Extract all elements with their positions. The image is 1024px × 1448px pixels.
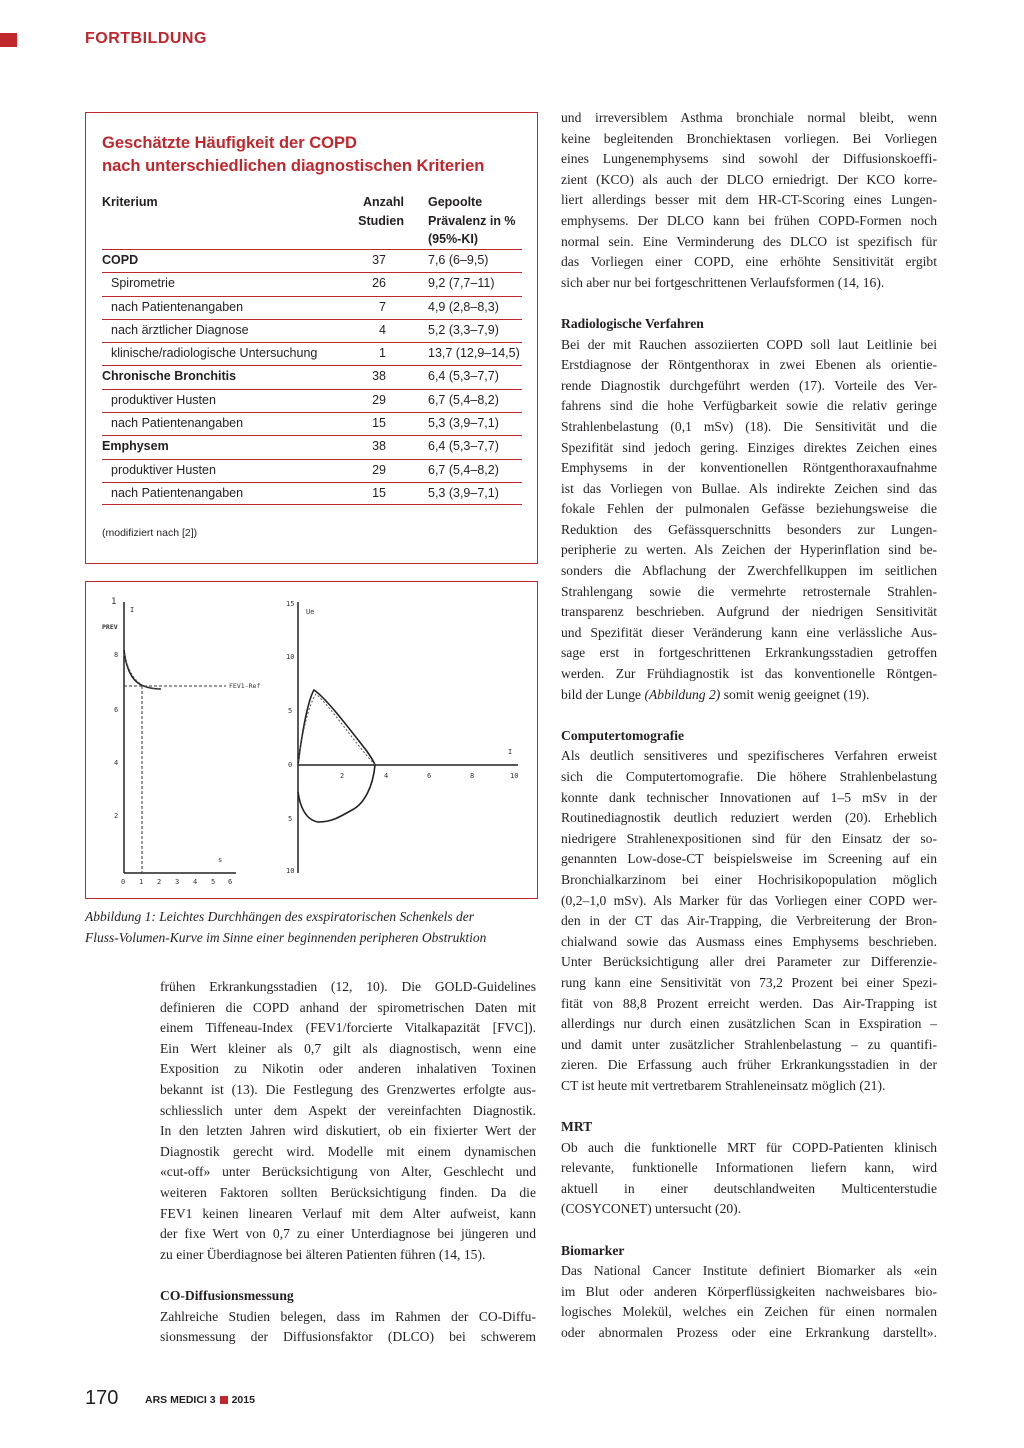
col-header-praevalenz: Gepoolte Prävalenz in % (95%-KI) (428, 195, 516, 246)
paragraph: und irreversiblem Asthma bronchiale normal bleibt, wenn keine begleitenden Bronchiektasen vorliegen. Bei Vorliegen eines Lungenemphysems sind sowohl der Diffusionskoeffi- zient (KCO) als auch der DLCO erniedrigt. Der KCO korre- liert allerdings besser mit dem HR-CT-Scoring eines Lungen- emphysems. Der DLCO kann bei frühen COPD-Formen noch normal sein. Eine Verminderung des DLCO ist spezifisch für das Vorliegen einer COPD, eine erhöhte Sensitivität ergibt sich aber nur bei fortgeschrittenen Verlaufsformen (14, 16). (561, 110, 937, 290)
heading-mrt: MRT (561, 1119, 593, 1135)
heading-radiologie: Radiologische Verfahren (561, 315, 704, 331)
svg-text:8: 8 (114, 651, 119, 659)
svg-text:4: 4 (384, 772, 389, 780)
svg-text:3: 3 (175, 878, 180, 886)
heading-computertomografie: Computertomografie (561, 727, 685, 743)
svg-text:s: s (218, 856, 223, 864)
heading-co-diffusion: CO-Diffusionsmessung (160, 1287, 294, 1303)
svg-text:2: 2 (340, 772, 345, 780)
footer-magazine: ARS MEDICI 3 2015 (145, 1394, 255, 1406)
table-row: nach Patientenangaben 15 5,3 (3,9–7,1) (102, 482, 522, 505)
svg-text:5: 5 (211, 878, 216, 886)
table-row: Emphysem 38 6,4 (5,3–7,7) (102, 435, 522, 458)
table-row: produktiver Husten 29 6,7 (5,4–8,2) (102, 459, 522, 482)
svg-text:4: 4 (193, 878, 198, 886)
svg-text:0: 0 (121, 878, 126, 886)
table-row: klinische/radiologische Untersuchung 1 13,7 (12,9–14,5) (102, 342, 522, 365)
svg-text:2: 2 (157, 878, 162, 886)
section-header: FORTBILDUNG (85, 30, 207, 47)
svg-text:6: 6 (228, 878, 233, 886)
paragraph: Bei der mit Rauchen assoziierten COPD soll laut Leitlinie bei Erstdiagnose der Röntgenthorax in zwei Ebenen als orientie- rende Diagnostik durchgeführt werden (17). Vorteile des Ver- fahrens sind die hohe Verfügbarkeit sowie die relativ geringe Strahlenbelastung (0,1 mSv) (18). Die Sensitivität und die Spezifität sind jedoch gering. Einziges direktes Zeichen eines Emphysems in der konventionellen Röntgenthoraxaufnahme ist das Vorliegen von Bullae. Als indirekte Zeichen sind das fokale Fehlen der pulmonalen Gefässe beziehungsweise die Reduktion des Gefässquerschnitts besonders zur Lungen- peripherie zu werten. Als Zeichen der Hyperinflation sind be- sonders die Abflachung der Zwerchfellkuppen im seitlichen Strahlengang sowie die vermehrte retrosternale Strahlen- transparenz beschrieben. Aufgrund der niedrigen Sensitivität und Spezifität dieser Veränderung kann eine verlässliche Aus- sage erst in fortgeschrittenen Erkrankungsstadien getroffen werden. Zur Frühdiagnostik ist das konventionelle Röntgen- bild der Lunge (Abbildung 2) somit wenig geeignet (19). (561, 336, 937, 702)
paragraph: Das National Cancer Institute definiert Biomarker als «ein im Blut oder anderen Körperflüssigkeiten nachweisbares bio- logisches Molekül, welches ein Zeichen für einen normalen oder abnormalen Prozess oder eine Erkrankung darstellt». (561, 1263, 937, 1341)
left-y-label: PREV (102, 623, 118, 631)
flow-volume-figure (85, 581, 538, 899)
table-row: nach Patientenangaben 7 4,9 (2,8–8,3) (102, 296, 522, 319)
paragraph: Zahlreiche Studien belegen, dass im Rahmen der CO-Diffu- sionsmessung der Diffusionsfaktor (DLCO) bei schwerem (160, 1308, 536, 1345)
svg-text:1: 1 (139, 878, 144, 886)
left-ref-label: FEV1-Ref (229, 682, 261, 690)
paragraph: frühen Erkrankungsstadien (12, 10). Die GOLD-Guidelines definieren die COPD anhand der spirometrischen Daten mit einem Tiffeneau-Index (FEV1/forcierte Vitalkapazität [FVC]). Ein Wert kleiner als 0,7 gilt als diagnostisch, wenn eine Exposition zu Nikotin oder anderen inhalativen Toxinen bekannt ist (13). Die Festlegung des Grenzwertes erfolgte aus- schliesslich unter dem Aspekt der vereinfachten Diagnostik. In den letzten Jahren wird diskutiert, ob ein fixierter Wert der Diagnostik gerecht wird. Modelle mit einem dynamischen «cut-off» unter Berücksichtigung von Alter, Geschlecht und weiteren Faktoren sollten Berücksichtigung finden. Da die FEV1 keinen linearen Verlauf mit dem Alter aufweist, kann der fixe Wert von 0,7 zu einer Unterdiagnose bei jüngeren und zu einer Überdiagnose bei älteren Patienten führen (14, 15). (160, 979, 536, 1262)
col-header-kriterium: Kriterium (102, 195, 158, 209)
right-text-column (561, 108, 937, 1344)
left-top-mark: 1 (111, 597, 117, 607)
table-row: Spirometrie 26 9,2 (7,7–11) (102, 272, 522, 295)
svg-text:5: 5 (288, 815, 293, 823)
svg-text:5: 5 (288, 707, 293, 715)
footer-square-icon (220, 1396, 228, 1404)
table-title: Geschätzte Häufigkeit der COPD nach unterschiedlichen diagnostischen Kriterien (102, 134, 485, 175)
right-top-label: Ue (306, 608, 315, 616)
svg-text:0: 0 (288, 761, 293, 769)
svg-text:8: 8 (470, 772, 475, 780)
svg-text:10: 10 (286, 653, 295, 661)
heading-biomarker: Biomarker (561, 1242, 625, 1258)
svg-text:2: 2 (114, 812, 119, 820)
svg-text:4: 4 (114, 759, 119, 767)
table-note: (modifiziert nach [2]) (102, 527, 198, 539)
svg-text:10: 10 (286, 867, 295, 875)
table-row: nach Patientenangaben 15 5,3 (3,9–7,1) (102, 412, 522, 435)
svg-text:6: 6 (427, 772, 432, 780)
svg-text:I: I (130, 606, 135, 614)
paragraph: Ob auch die funktionelle MRT für COPD-Patienten klinisch relevante, funktionelle Informationen liefern kann, wird aktuell in einer deutschlandweiten Multicenterstudie (COSYCONET) untersucht (20). (561, 1139, 937, 1217)
svg-text:10: 10 (510, 772, 519, 780)
col-header-anzahl: Anzahl Studien (358, 195, 404, 228)
paragraph: Als deutlich sensitiveres und spezifischeres Verfahren erweist sich die Computertomografie. Die höhere Strahlenbelastung konnte dank technischer Innovationen auf 1–5 mSv in der Routinediagnostik deutlich reduziert werden (20). Erheblich niedrigere Strahlenexpositionen sind für den Einsatz der so- genannten Low-dose-CT beispielsweise im Screening auf ein Bronchialkarzinom bei einer Hochrisikopopulation möglich (0,2–1,0 mSv). Als Marker für das Vorliegen einer COPD wer- den in der CT das Air-Trapping, die Verbreiterung der Bron- chialwand sowie das Ausmass eines Emphysems beschrieben. Unter Berücksichtigung aller drei Parameter zur Differenzie- rung kann eine Sensitivität von 73,2 Prozent bei einer Spezi- fität von 88,8 Prozent erreicht werden. Das Air-Trapping ist allerdings nur durch einen zusätzlichen Scan in Exspiration – und damit unter zusätzlicher Strahlenbelastung – zu quantifi- zieren. Die Erfassung auch früher Erkrankungsstadien in der CT ist heute mit vertretbarem Strahleneinsatz möglich (21). (561, 748, 937, 1093)
table-row: COPD 37 7,6 (6–9,5) (102, 249, 522, 272)
right-flow-volume-plot (286, 600, 518, 875)
section-marker (0, 33, 17, 47)
table-row: nach ärztlicher Diagnose 4 5,2 (3,3–7,9) (102, 319, 522, 342)
figure-caption: Abbildung 1: Leichtes Durchhängen des exspiratorischen Schenkels der Fluss-Volumen-Kurve im Sinne einer beginnenden peripheren Obstruktion (85, 909, 487, 945)
table-body (102, 249, 522, 505)
left-spirogram-plot (102, 597, 260, 886)
page-number: 170 (85, 1387, 119, 1409)
flow-volume-plots (86, 582, 538, 899)
prevalence-table-box (85, 112, 538, 564)
left-text-column (160, 977, 536, 1348)
svg-text:6: 6 (114, 706, 119, 714)
table-row: produktiver Husten 29 6,7 (5,4–8,2) (102, 389, 522, 412)
svg-text:15: 15 (286, 600, 295, 608)
svg-text:I: I (508, 748, 513, 756)
table-row: Chronische Bronchitis 38 6,4 (5,3–7,7) (102, 365, 522, 388)
